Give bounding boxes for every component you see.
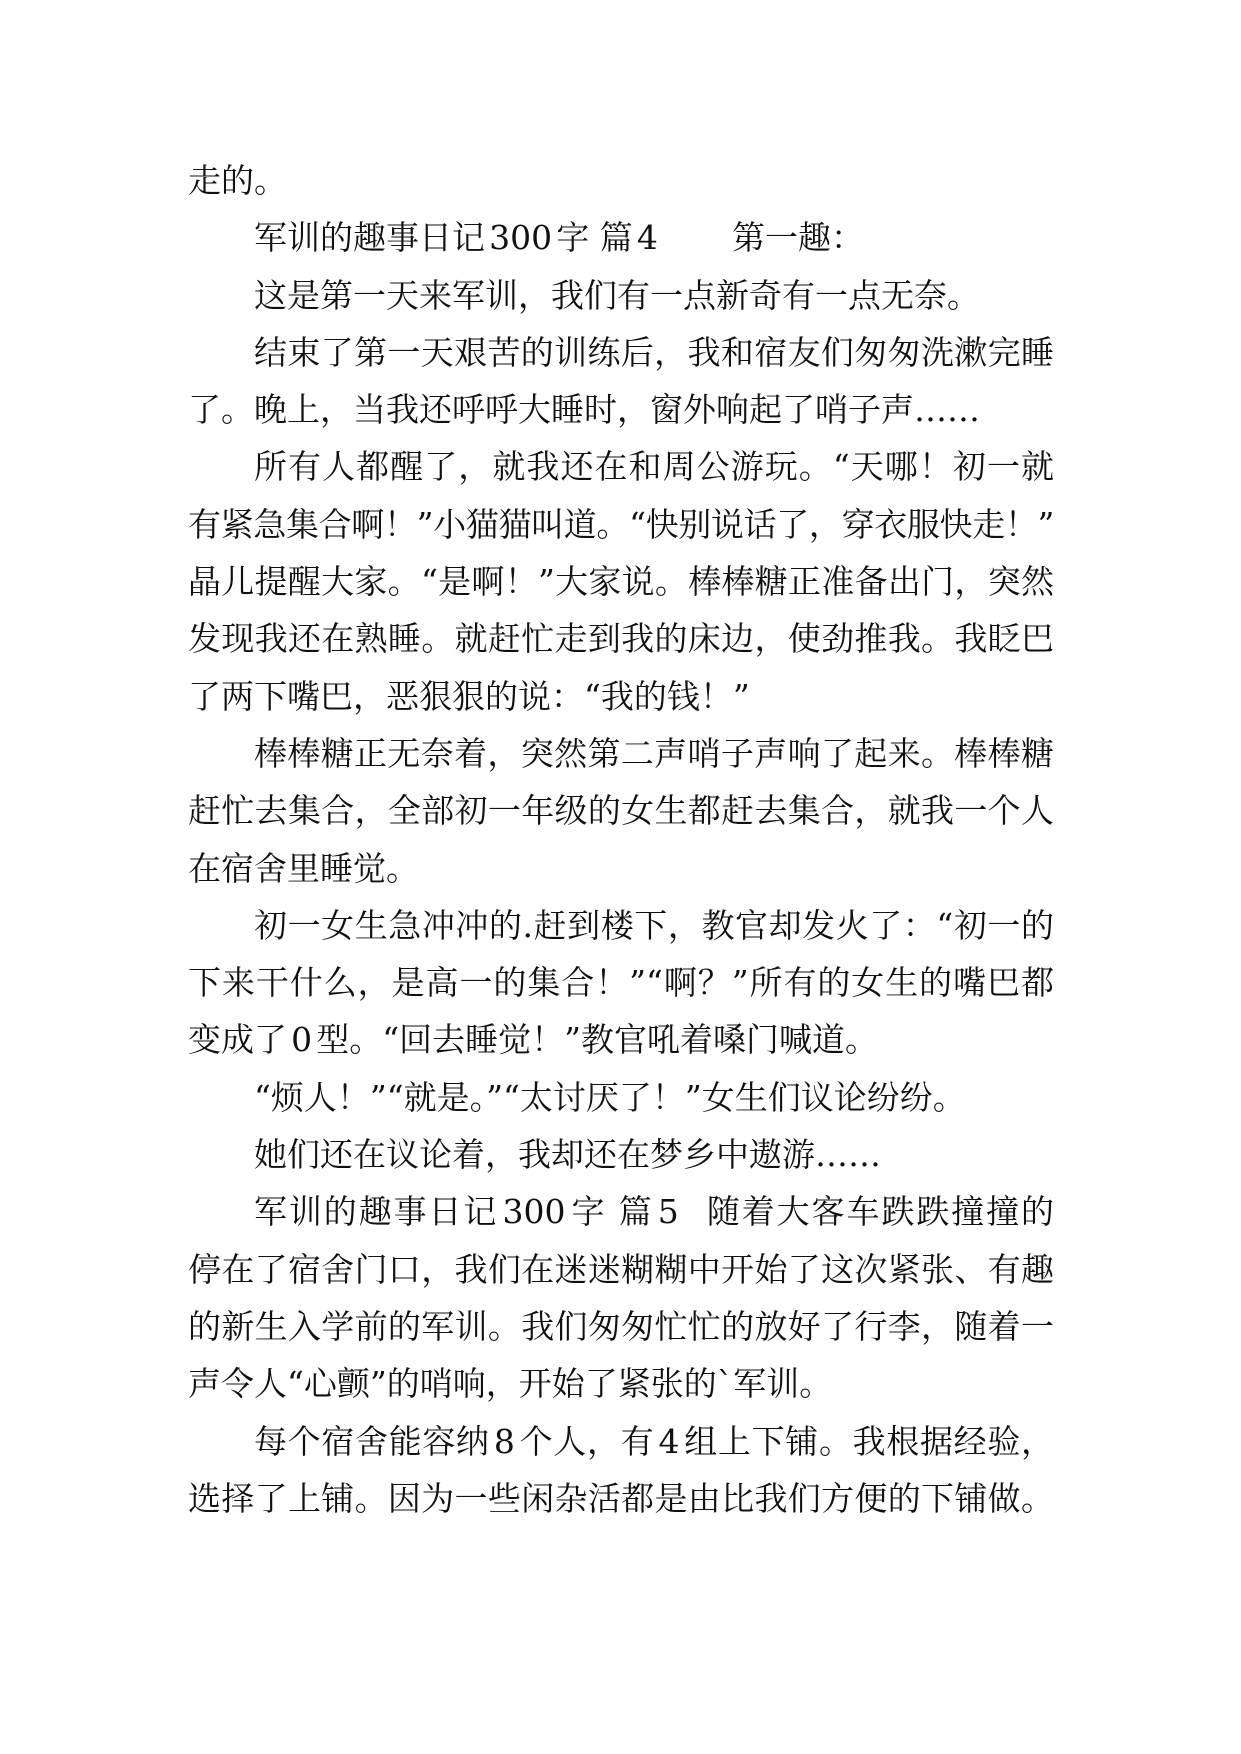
text-line: 选择了上铺。因为一些闲杂活都是由比我们方便的下铺做。 <box>188 1478 1054 1518</box>
line-text: 随着大客车跌跌撞撞的 <box>704 1192 1054 1232</box>
paragraph <box>188 209 1054 266</box>
text-line: 初一女生急冲冲的.赶到楼下，教官却发火了：“初一的 <box>254 905 1054 945</box>
text-line: 结束了第一天艰苦的训练后，我和宿友们匆匆洗漱完睡 <box>254 332 1054 372</box>
paragraph <box>188 267 1054 324</box>
text-line: 每个宿舍能容纳8个人，有4组上下铺。我根据经验， <box>254 1421 1054 1461</box>
text-line: 变成了0型。“回去睡觉！”教官吼着嗓门喊道。 <box>188 1020 878 1060</box>
paragraph <box>188 1413 1054 1528</box>
text-line: 声令人“心颤”的哨响，开始了紧张的`军训。 <box>188 1364 833 1404</box>
text-line: 棒棒糖正无奈着，突然第二声哨子声响了起来。棒棒糖 <box>254 733 1054 773</box>
text-line: 赶忙去集合，全部初一年级的女生都赶去集合，就我一个人 <box>188 791 1054 831</box>
text-line: 她们还在议论着，我却还在梦乡中遨游…… <box>254 1135 881 1175</box>
text-line: 这是第一天来军训，我们有一点新奇有一点无奈。 <box>254 275 980 315</box>
text-line: 走的。 <box>188 161 287 200</box>
text-line: “烦人！”“就是。”“太讨厌了！”女生们议论纷纷。 <box>254 1077 966 1117</box>
paragraph <box>188 1069 1054 1126</box>
paragraph <box>188 324 1054 439</box>
text-line <box>188 1183 1054 1240</box>
text-line <box>188 209 1054 266</box>
text-line: 下来干什么，是高一的集合！”“啊？”所有的女生的嘴巴都 <box>188 963 1054 1003</box>
article-heading: 军训的趣事日记300字 篇4 <box>254 218 662 258</box>
paragraph <box>188 1183 1054 1412</box>
paragraph <box>188 438 1054 724</box>
paragraph <box>188 897 1054 1069</box>
line-text: 第一趣： <box>731 218 864 258</box>
text-line: 的新生入学前的军训。我们匆匆忙忙的放好了行李，随着一 <box>188 1306 1054 1346</box>
text-line: 发现我还在熟睡。就赶忙走到我的床边，使劲推我。我眨巴 <box>188 619 1054 659</box>
text-line: 了两下嘴巴，恶狠狠的说：“我的钱！” <box>188 676 750 716</box>
text-line: 停在了宿舍门口，我们在迷迷糊糊中开始了这次紧张、有趣 <box>188 1249 1054 1289</box>
text-line: 在宿舍里睡觉。 <box>188 848 419 888</box>
text-line: 了。晚上，当我还呼呼大睡时，窗外响起了哨子声…… <box>188 390 980 430</box>
paragraph <box>188 152 1054 209</box>
paragraph <box>188 725 1054 897</box>
text-line: 晶儿提醒大家。“是啊！”大家说。棒棒糖正准备出门，突然 <box>188 562 1054 602</box>
body-text <box>188 152 1054 1527</box>
text-line: 所有人都醒了，就我还在和周公游玩。“天哪！初一就 <box>254 447 1054 487</box>
article-heading: 军训的趣事日记300字 篇5 <box>254 1192 683 1232</box>
paragraph <box>188 1126 1054 1183</box>
text-line: 有紧急集合啊！”小猫猫叫道。“快别说话了，穿衣服快走！” <box>188 504 1054 544</box>
